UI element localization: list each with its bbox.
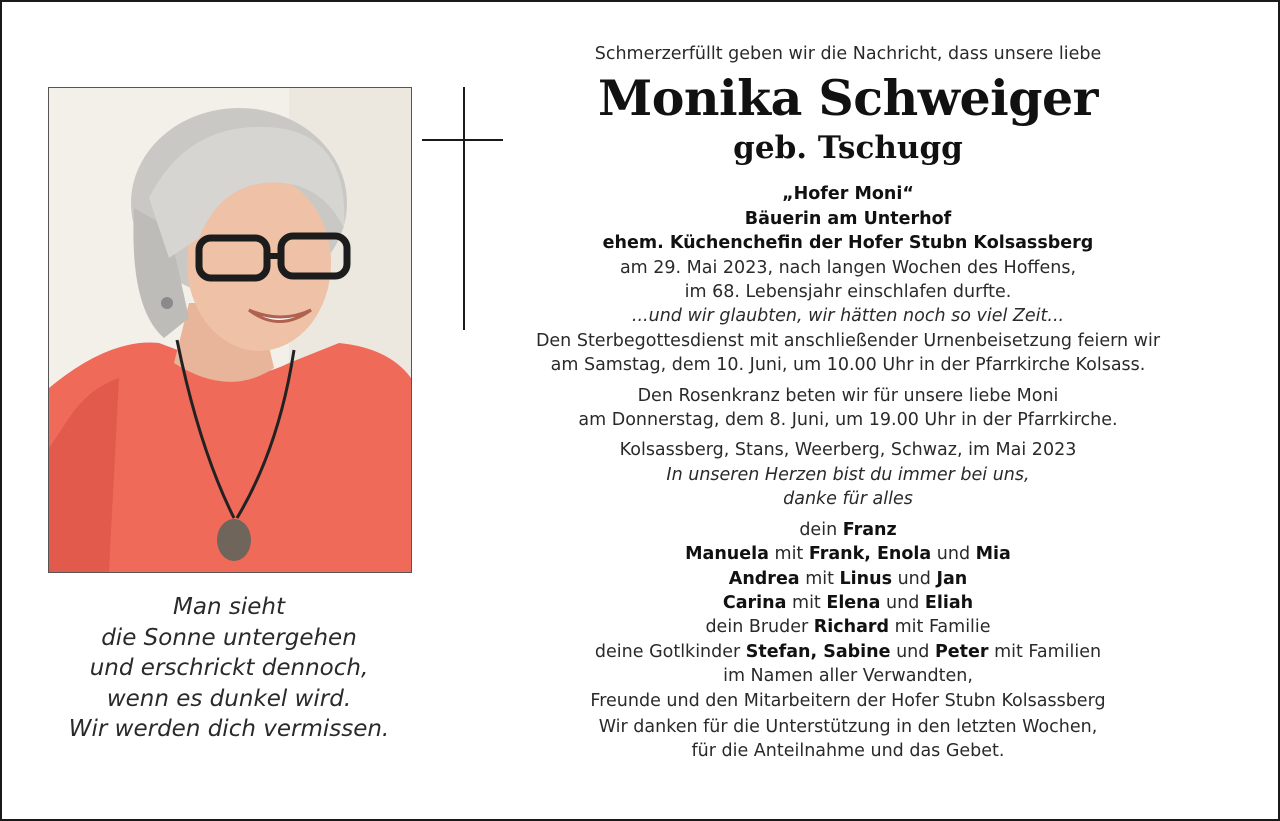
hearts-line-2: danke für alles (783, 489, 913, 510)
nickname: „Hofer Moni“ (782, 184, 914, 205)
mourner-line: Freunde und den Mitarbeitern der Hofer Stubn Kolsassberg (590, 690, 1106, 711)
poem-line: Wir werden dich vermissen. (68, 716, 390, 742)
mourner-line: im Namen aller Verwandten, (723, 666, 973, 687)
poem-line: Man sieht (173, 594, 285, 620)
thanks-line-2: für die Anteilnahme und das Gebet. (691, 741, 1005, 762)
obituary-text (502, 42, 1194, 764)
intro-text: Schmerzerfüllt geben wir die Nachricht, dass unsere liebe (594, 44, 1102, 64)
quote: ...und wir glaubten, wir hätten noch so viel Zeit... (631, 306, 1065, 327)
mourner-line: dein Bruder Richard mit Familie (705, 617, 991, 638)
place-date: Kolsassberg, Stans, Weerberg, Schwaz, im Mai 2023 (619, 440, 1077, 461)
poem-line: die Sonne untergehen (101, 624, 357, 651)
role-chef: ehem. Küchenchefin der Hofer Stubn Kolsassberg (602, 233, 1094, 254)
death-age: im 68. Lebensjahr einschlafen durfte. (684, 282, 1012, 303)
mourner-line: Andrea mit Linus und Jan (728, 568, 968, 589)
deceased-name: Monika Schweiger (598, 69, 1098, 128)
cross-icon (463, 87, 465, 330)
service-line-1: Den Sterbegottesdienst mit anschließender Urnenbeisetzung feiern wir (535, 330, 1161, 351)
thanks-line-1: Wir danken für die Unterstützung in den letzten Wochen, (598, 716, 1098, 737)
mourner-line: Carina mit Elena und Eliah (722, 592, 974, 613)
cross-bar (422, 139, 503, 141)
maiden-name: geb. Tschugg (733, 130, 963, 167)
hearts-line-1: In unseren Herzen bist du immer bei uns, (666, 464, 1030, 485)
death-date: am 29. Mai 2023, nach langen Wochen des Hoffens, (619, 257, 1077, 278)
rosary-line-1: Den Rosenkranz beten wir für unsere liebe Moni (637, 385, 1059, 406)
mourner-line: deine Gotlkinder Stefan, Sabine und Peter mit Familien (594, 641, 1102, 662)
poem (48, 592, 410, 745)
service-line-2: am Samstag, dem 10. Juni, um 10.00 Uhr in der Pfarrkirche Kolsass. (550, 355, 1146, 376)
rosary-line-2: am Donnerstag, dem 8. Juni, um 19.00 Uhr in der Pfarrkirche. (578, 410, 1118, 431)
poem-line: wenn es dunkel wird. (106, 685, 352, 712)
mourner-line: dein Franz (799, 519, 897, 540)
role-farmer: Bäuerin am Unterhof (744, 208, 952, 229)
poem-line: und erschrickt dennoch, (89, 655, 369, 681)
portrait-photo (48, 87, 412, 573)
mourner-line: Manuela mit Frank, Enola und Mia (685, 544, 1011, 565)
